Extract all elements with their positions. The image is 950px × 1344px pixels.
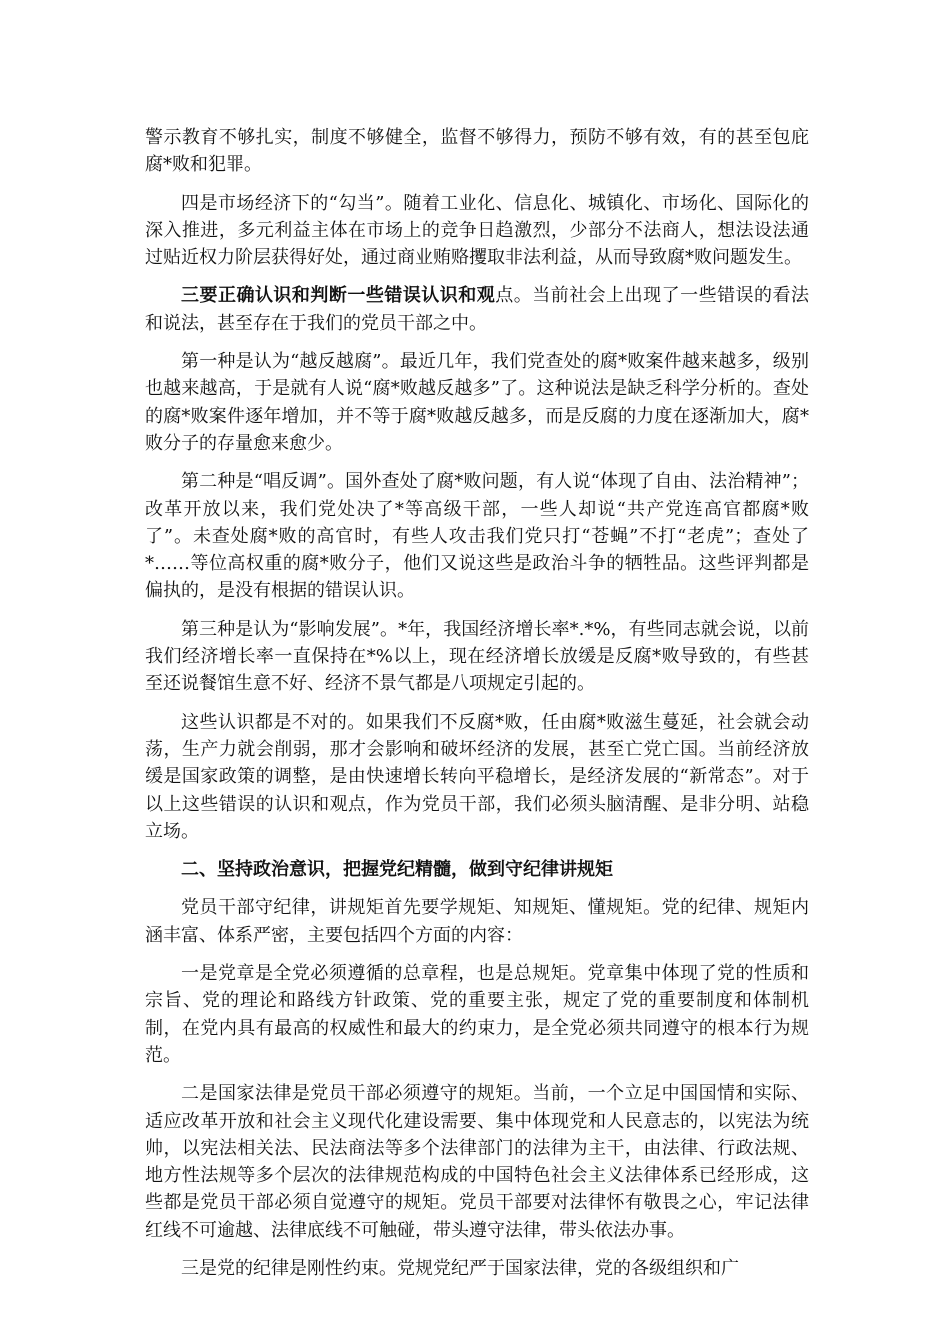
paragraph-text: 二是国家法律是党员干部必须遵守的规矩。当前，一个立足中国国情和实际、适应改革开放和社会主义现代化建设需要、集中体现党和人民意志的，以宪法为统帅，以宪法相关法、民法商法等多个法律部门的法律为主干，由法律、行政法规、地方性法规等多个层次的法律规范构成的中国特色社会主义法律体系已经形成，这些都是党员干部必须自觉遵守的规矩。党员干部要对法律怀有敬畏之心，牢记法律红线不可逾越、法律底线不可触碰，带头遵守法律，带头依法办事。: [145, 1083, 809, 1241]
paragraph-5: [145, 468, 809, 604]
paragraph-lead-bold: 三要正确认识和判断一些错误认识和观: [181, 285, 496, 307]
paragraph-8: [145, 894, 809, 949]
paragraph-text: 第三种是认为“影响发展”。*年，我国经济增长率*.*%，有些同志就会说，以前我们经济增长率一直保持在*%以上，现在经济增长放缓是反腐*败导致的，有些甚至还说餐馆生意不好、经济不景气都是八项规定引起的。: [145, 618, 809, 695]
paragraph-4: [145, 348, 809, 457]
paragraph-text: 三是党的纪律是刚性约束。党规党纪严于国家法律，党的各级组织和广: [181, 1257, 739, 1279]
paragraph-text: 党员干部守纪律，讲规矩首先要学规矩、知规矩、懂规矩。党的纪律、规矩内涵丰富、体系严密，主要包括四个方面的内容：: [145, 897, 809, 946]
paragraph-text: 这些认识都是不对的。如果我们不反腐*败，任由腐*败滋生蔓延，社会就会动荡，生产力就会削弱，那才会影响和破坏经济的发展，甚至亡党亡国。当前经济放缓是国家政策的调整，是由快速增长转向平稳增长，是经济发展的“新常态”。对于以上这些错误的认识和观点，作为党员干部，我们必须头脑清醒、是非分明、站稳立场。: [145, 711, 809, 842]
paragraph-2: [145, 190, 809, 272]
paragraph-text: 第一种是认为“越反越腐”。最近几年，我们党查处的腐*败案件越来越多，级别也越来越高，于是就有人说“腐*败越反越多”了。这种说法是缺乏科学分析的。查处的腐*败案件逐年增加，并不等于腐*败越反越多，而是反腐的力度在逐渐加大，腐*败分子的存量愈来愈少。: [145, 351, 809, 454]
paragraph-3: [145, 282, 809, 337]
paragraph-text: 点。当前社会上出现了一些错误的看法和说法，甚至存在于我们的党员干部之中。: [145, 285, 810, 334]
paragraph-11: [145, 1255, 809, 1282]
paragraph-7: [145, 709, 809, 845]
paragraph-text: 四是市场经济下的“勾当”。随着工业化、信息化、城镇化、市场化、国际化的深入推进，多元利益主体在市场上的竞争日趋激烈，少部分不法商人，想法设法通过贴近权力阶层获得好处，通过商业贿赂攫取非法利益，从而导致腐*败问题发生。: [145, 192, 809, 269]
paragraph-10: [145, 1080, 809, 1244]
paragraph-text: 警示教育不够扎实，制度不够健全，监督不够得力，预防不够有效，有的甚至包庇腐*败和犯罪。: [145, 127, 809, 176]
paragraph-text: 第二种是“唱反调”。国外查处了腐*败问题，有人说“体现了自由、法治精神”；改革开放以来，我们党处决了*等高级干部，一些人却说“共产党连高官都腐*败了”。未查处腐*败的高官时，有些人攻击我们党只打“苍蝇”不打“老虎”；查处了*……等位高权重的腐*败分子，他们又说这些是政治斗争的牺牲品。这些评判都是偏执的，是没有根据的错误认识。: [145, 471, 809, 602]
document-page: [145, 124, 809, 1293]
section-heading: 二、坚持政治意识，把握党纪精髓，做到守纪律讲规矩: [181, 859, 613, 881]
paragraph-text: 一是党章是全党必须遵循的总章程，也是总规矩。党章集中体现了党的性质和宗旨、党的理论和路线方针政策、党的重要主张，规定了党的重要制度和体制机制，在党内具有最高的权威性和最大的约束力，是全党必须共同遵守的根本行为规范。: [145, 963, 809, 1066]
paragraph-9: [145, 960, 809, 1069]
paragraph-6: [145, 616, 809, 698]
paragraph-1: [145, 124, 809, 179]
